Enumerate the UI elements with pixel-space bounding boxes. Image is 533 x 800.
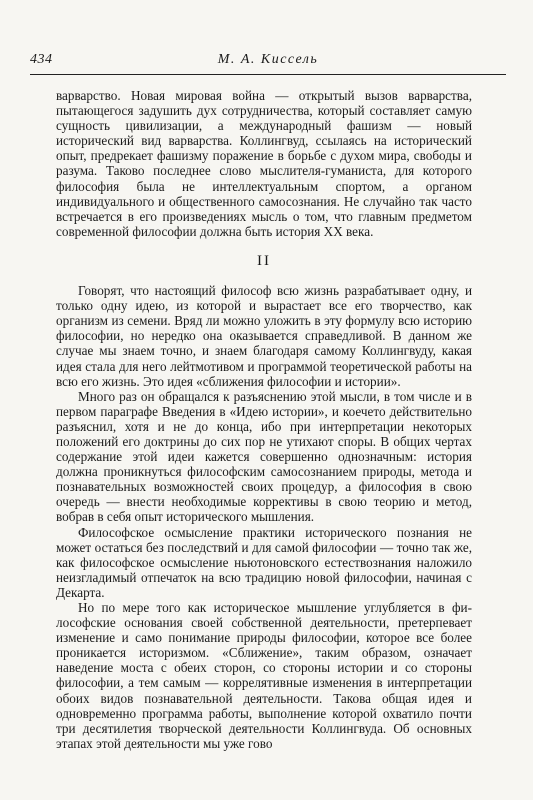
header-rule	[30, 74, 506, 75]
paragraph: Философское осмысление практики исторического познания не может остаться без последствий и для самой философии — точно так же, как философское осмысление ньютоновского естествознания наложило неизгладимый отпечаток на всю традицию новой философии, начиная с Декарта.	[56, 524, 472, 600]
intro-paragraph: варварство. Новая мировая война — открытый вызов варварства, пытающегося задушить дух сотрудничества, который составляет самую сущность цивилизации, а международный фашизм — новый исторический вид варварства. Коллингвуд, ссылаясь на исторический опыт, предрекает фашизму поражение в борьбе с духом мира, свободы и разума. Таково последнее слово мыслителя-гуманиста, для которого философия была не интеллектуальным спортом, а органом индивидуального и общественного самосознания. Не случайно так часто встречается в его произведениях мысль о том, что главным предметом современной философии должна быть история XX века.	[56, 88, 472, 239]
page-number: 434	[30, 52, 53, 67]
body-text	[56, 88, 472, 751]
running-head: М. А. Киссель	[217, 52, 319, 67]
page-header	[30, 52, 506, 72]
paragraph: Много раз он обращался к разъяснению этой мысли, в том числе и в первом параграфе Введения в «Идею истории», и коечето действительно разъяснил, хотя и не до конца, ибо при интерпретации некоторых положений его доктрины до сих пор не утихают споры. В общих чертах содержание этой идеи кажется совершенно однозначным: история должна проникнуться философским самосознанием природы, метода и познавательных возможностей своих процедур, а философия в свою очередь — внести необходимые коррективы в свою теорию и метод, вобрав в себя опыт исторического мышления.	[56, 388, 472, 525]
paragraph: Говорят, что настоящий философ всю жизнь разрабатывает одну, и только одну идею, из которой и вырастает все его творчество, как организм из семени. Вряд ли можно уложить в эту формулу всю историю философии, но нередко она оказывается справедливой. В данном же случае мы знаем точно, и знаем благодаря самому Коллингвуду, какая идея стала для него лейтмотивом и программой теоретической работы на всю его жизнь. Это идея «сближения философии и истории».	[56, 283, 472, 389]
paragraph: Но по мере того как историческое мышление углубляется в философские основания своей собственной деятельности, претерпевает изменение и само понимание природы философии, которое все более проникается историзмом. «Сближение», таким образом, означает наведение моста с обеих сторон, со стороны истории и со стороны философии, а тем самым — коррелятивные изменения в интерпретации обоих видов познавательной деятельности. Такова общая идея и одновременно программа работы, выполнение которой охватило почти три десятилетия творческой деятельности Коллингвуда. Об основных этапах этой деятельности мы уже гово	[56, 600, 472, 751]
section-heading: II	[257, 252, 271, 269]
